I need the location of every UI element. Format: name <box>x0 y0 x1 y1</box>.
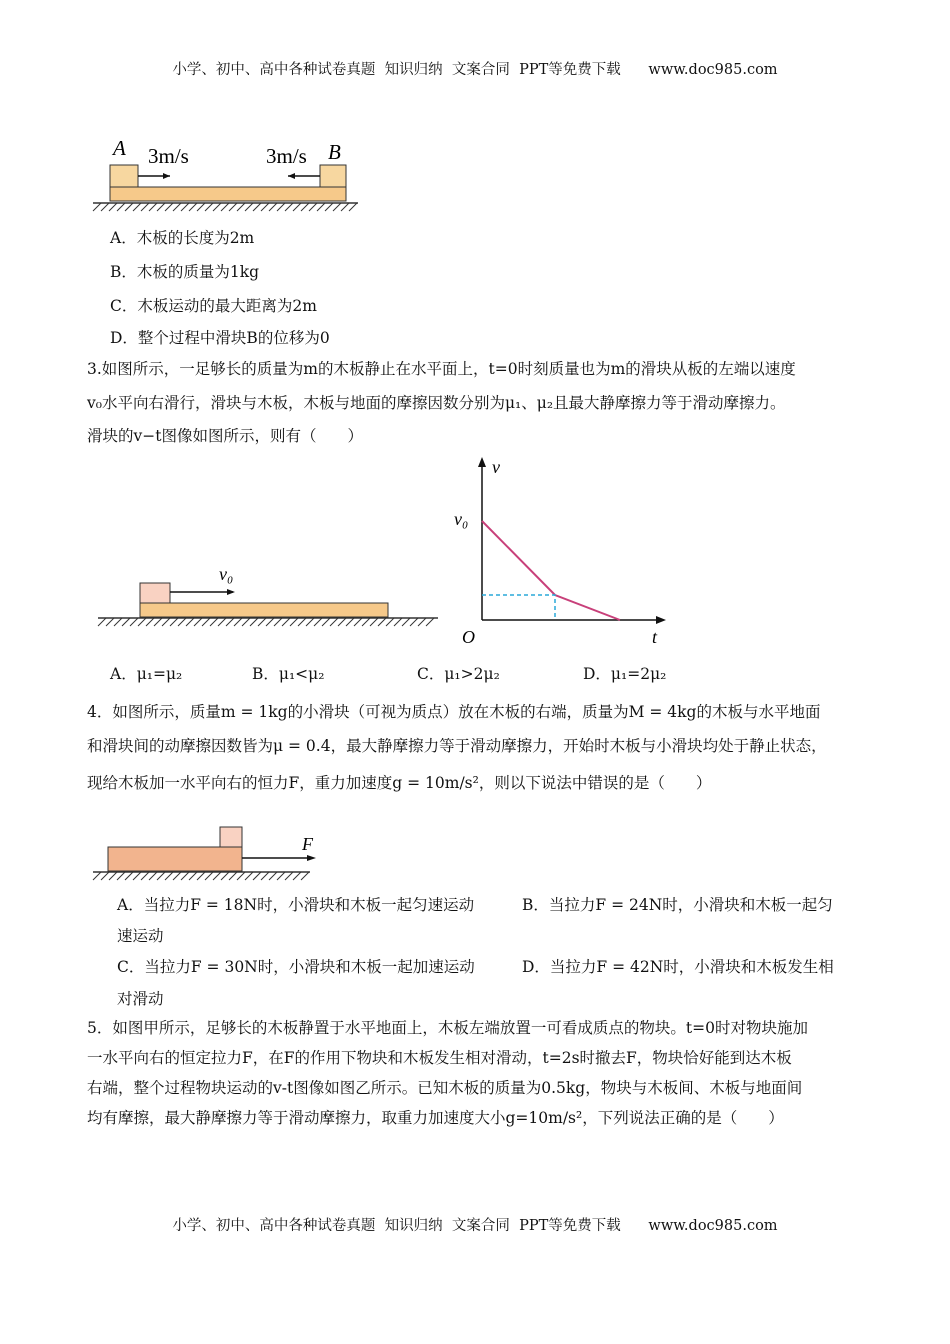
ground-hatch <box>362 618 370 626</box>
ground-hatch <box>114 618 122 626</box>
ground-hatch <box>189 203 197 211</box>
ground-hatch <box>98 618 106 626</box>
ground-hatch <box>141 203 149 211</box>
ground-hatch <box>274 618 282 626</box>
q4-line: 4．如图所示，质量m = 1kg的小滑块（可视为质点）放在木板的右端，质量为M = 4kg的木板与水平地面 <box>87 703 821 721</box>
ground-hatch <box>125 203 133 211</box>
q4-option-b: B．当拉力F = 24N时，小滑块和木板一起匀 <box>522 896 833 914</box>
ground-hatch <box>210 618 218 626</box>
ground-hatch <box>394 618 402 626</box>
ground-hatch <box>218 618 226 626</box>
ground-hatch <box>330 618 338 626</box>
ground-hatch <box>178 618 186 626</box>
ground-hatch <box>106 618 114 626</box>
ground-hatch <box>258 618 266 626</box>
ground-hatch <box>229 203 237 211</box>
q3-line: 3.如图所示，一足够长的质量为m的木板静止在水平面上，t=0时刻质量也为m的滑块从板的左端以速度 <box>87 360 796 378</box>
q5-line: 一水平向右的恒定拉力F，在F的作用下物块和木板发生相对滑动，t=2s时撤去F，物块恰好能到达木板 <box>87 1049 792 1067</box>
speed-a: 3m/s <box>148 144 189 168</box>
ground-hatch <box>309 203 317 211</box>
q4-option-b-cont: 速运动 <box>117 927 164 945</box>
ground-hatch <box>109 872 117 880</box>
ground-hatch <box>354 618 362 626</box>
ground-hatch <box>154 618 162 626</box>
ground-hatch <box>269 872 277 880</box>
ground-hatch <box>266 618 274 626</box>
ground-hatch <box>234 618 242 626</box>
label-a: A <box>113 136 126 160</box>
ground-hatch <box>242 618 250 626</box>
ground-hatch <box>282 618 290 626</box>
ground-hatch <box>378 618 386 626</box>
q3-line: v₀水平向右滑行，滑块与木板，木板与地面的摩擦因数分别为μ₁、μ₂且最大静摩擦力等于滑动摩擦力。 <box>87 394 786 412</box>
ground-hatch <box>301 203 309 211</box>
ground-hatch <box>194 618 202 626</box>
ground-hatch <box>426 618 434 626</box>
ground-hatch <box>170 618 178 626</box>
ground-hatch <box>253 872 261 880</box>
ground-hatch <box>138 618 146 626</box>
origin-label: O <box>462 627 475 647</box>
q5-line: 均有摩擦，最大静摩擦力等于滑动摩擦力，取重力加速度大小g=10m/s²，下列说法正确的是（ ） <box>87 1109 784 1127</box>
ground-hatch <box>226 618 234 626</box>
page-header: 小学、初中、高中各种试卷真题 知识归纳 文案合同 PPT等免费下载 www.doc985.com <box>172 62 778 78</box>
ground-hatch <box>189 872 197 880</box>
ground-hatch <box>205 872 213 880</box>
page-footer: 小学、初中、高中各种试卷真题 知识归纳 文案合同 PPT等免费下载 www.doc985.com <box>172 1218 778 1234</box>
ground-hatch <box>197 203 205 211</box>
ground-hatch <box>213 203 221 211</box>
ground-hatch <box>117 203 125 211</box>
q4-line: 和滑块间的动摩擦因数皆为μ = 0.4，最大静摩擦力等于滑动摩擦力，开始时木板与小滑块均处于静止状态， <box>87 737 827 755</box>
force-label: F <box>302 834 313 854</box>
v0-label: v₀ <box>219 564 234 584</box>
ground-hatch <box>101 203 109 211</box>
ground-hatch <box>202 618 210 626</box>
q2-option-b: B．木板的质量为1kg <box>110 263 260 281</box>
q3-option-b: B．μ₁<μ₂ <box>252 665 325 683</box>
figure-blocks-ab <box>90 135 360 215</box>
ground-hatch <box>314 618 322 626</box>
ground-hatch <box>293 872 301 880</box>
ground-hatch <box>173 872 181 880</box>
ground-hatch <box>298 618 306 626</box>
ground-hatch <box>101 872 109 880</box>
ground-hatch <box>173 203 181 211</box>
q2-option-a: A．木板的长度为2m <box>110 229 255 247</box>
q5-line: 5．如图甲所示，足够长的木板静置于水平地面上，木板左端放置一可看成质点的物块。t=0时对物块施加 <box>87 1019 808 1037</box>
ground-hatch <box>245 872 253 880</box>
ground-hatch <box>186 618 194 626</box>
q5-line: 右端，整个过程物块运动的v-t图像如图乙所示。已知木板的质量为0.5kg，物块与木板间、木板与地面间 <box>87 1079 803 1097</box>
v0-tick-label: v₀ <box>454 509 469 529</box>
ground-hatch <box>221 203 229 211</box>
ground-hatch <box>317 203 325 211</box>
ground-hatch <box>245 203 253 211</box>
ground-hatch <box>285 203 293 211</box>
ground-hatch <box>410 618 418 626</box>
ground-hatch <box>293 203 301 211</box>
ground-hatch <box>149 872 157 880</box>
ground-hatch <box>250 618 258 626</box>
ground-hatch <box>325 203 333 211</box>
q2-option-c: C．木板运动的最大距离为2m <box>110 297 317 315</box>
ground-hatch <box>269 203 277 211</box>
ground-hatch <box>165 203 173 211</box>
q4-option-d-cont: 对滑动 <box>117 990 164 1008</box>
ground-hatch <box>221 872 229 880</box>
figure-q3-slider <box>95 560 440 630</box>
speed-b: 3m/s <box>266 144 307 168</box>
axis-t-label: t <box>652 627 658 647</box>
ground-hatch <box>165 872 173 880</box>
q3-option-c: C．μ₁>2μ₂ <box>417 665 500 683</box>
figure-q4-board <box>90 825 330 885</box>
q3-option-d: D．μ₁=2μ₂ <box>583 665 667 683</box>
q4-option-c: C．当拉力F = 30N时，小滑块和木板一起加速运动 <box>117 958 475 976</box>
ground-hatch <box>162 618 170 626</box>
ground-hatch <box>402 618 410 626</box>
ground-hatch <box>261 872 269 880</box>
ground-hatch <box>157 872 165 880</box>
label-b: B <box>328 140 341 164</box>
ground-hatch <box>290 618 298 626</box>
ground-hatch <box>301 872 309 880</box>
ground-hatch <box>133 203 141 211</box>
ground-hatch <box>117 872 125 880</box>
ground-hatch <box>341 203 349 211</box>
ground-hatch <box>418 618 426 626</box>
ground-hatch <box>133 872 141 880</box>
ground-hatch <box>333 203 341 211</box>
ground-hatch <box>253 203 261 211</box>
ground-hatch <box>370 618 378 626</box>
ground-hatch <box>386 618 394 626</box>
q3-option-a: A．μ₁=μ₂ <box>110 665 183 683</box>
ground-hatch <box>122 618 130 626</box>
ground-hatch <box>285 872 293 880</box>
ground-hatch <box>93 872 101 880</box>
q4-line: 现给木板加一水平向右的恒力F，重力加速度g = 10m/s²，则以下说法中错误的是（ ） <box>87 774 712 792</box>
ground-hatch <box>322 618 330 626</box>
ground-hatch <box>181 872 189 880</box>
ground-hatch <box>261 203 269 211</box>
ground-hatch <box>146 618 154 626</box>
ground-hatch <box>205 203 213 211</box>
ground-hatch <box>149 203 157 211</box>
q3-line: 滑块的v−t图像如图所示，则有（ ） <box>87 427 363 445</box>
ground-hatch <box>277 203 285 211</box>
ground-hatch <box>197 872 205 880</box>
ground-hatch <box>130 618 138 626</box>
ground-hatch <box>306 618 314 626</box>
ground-hatch <box>109 203 117 211</box>
q4-option-d: D．当拉力F = 42N时，小滑块和木板发生相 <box>522 958 834 976</box>
ground-hatch <box>157 203 165 211</box>
ground-hatch <box>125 872 133 880</box>
ground-hatch <box>338 618 346 626</box>
ground-hatch <box>237 203 245 211</box>
ground-hatch <box>237 872 245 880</box>
ground-hatch <box>229 872 237 880</box>
ground-hatch <box>93 203 101 211</box>
ground-hatch <box>141 872 149 880</box>
figure-q3-vt-graph <box>450 455 670 650</box>
q4-option-a: A．当拉力F = 18N时，小滑块和木板一起匀速运动 <box>117 896 475 914</box>
q2-option-d: D．整个过程中滑块B的位移为0 <box>110 329 330 347</box>
ground-hatch <box>346 618 354 626</box>
ground-hatch <box>213 872 221 880</box>
axis-v-label: v <box>492 457 500 477</box>
ground-hatch <box>277 872 285 880</box>
ground-hatch <box>349 203 357 211</box>
ground-hatch <box>181 203 189 211</box>
